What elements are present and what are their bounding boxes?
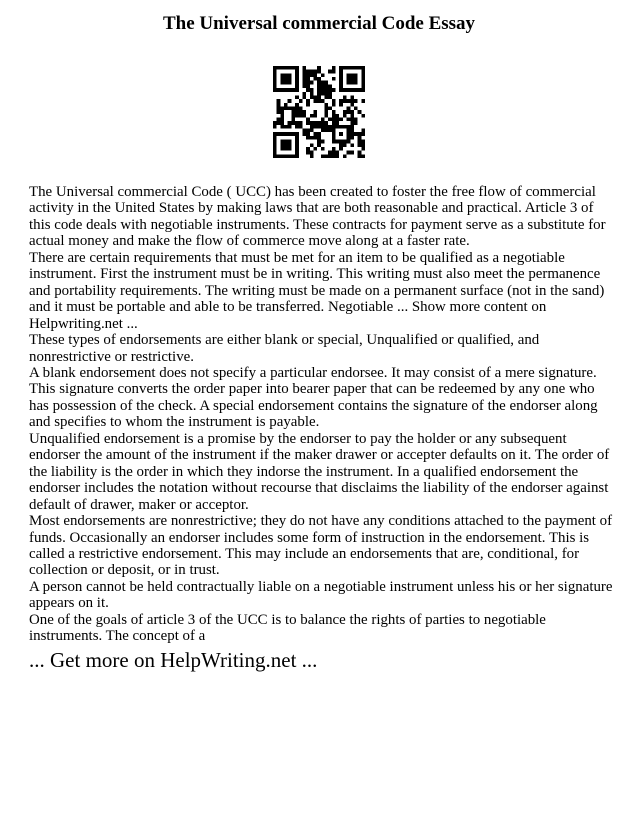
paragraph: A blank endorsement does not specify a particular endorsee. It may consist of a mere signature. This signature converts the order paper into bearer paper that can be redeemed by any one who has possession of the check. A special endorsement contains the signature of the endorser along and specifies to whom the instrument is payable. xyxy=(29,364,598,431)
qr-code-icon[interactable] xyxy=(273,66,365,158)
get-more-link[interactable]: ... Get more on HelpWriting.net ... xyxy=(29,648,318,672)
page-title: The Universal commercial Code Essay xyxy=(162,13,476,34)
paragraph: A person cannot be held contractually liable on a negotiable instrument unless his or her signature appears on it. xyxy=(29,578,613,612)
paragraph: One of the goals of article 3 of the UCC is to balance the rights of parties to negotiable instruments. The concept of a xyxy=(29,611,546,645)
paragraph: There are certain requirements that must be met for an item to be qualified as a negotiable instrument. First the instrument must be in writing. This writing must also meet the permanence and portability requirements. The writing must be made on a permanent surface (not in the sand) and it must be portable and able to be transferred. Negotiable ... Show more content on Helpwriting.net ... xyxy=(29,249,605,332)
paragraph: Most endorsements are nonrestrictive; they do not have any conditions attached to the payment of funds. Occasionally an endorser includes some form of instruction in the endorsement. This is called a restrictive endorsement. This may include an endorsements that are, conditional, for collection or deposit, or in trust. xyxy=(29,513,613,579)
paragraph: Unqualified endorsement is a promise by the endorser to pay the holder or any subsequent endorser the amount of the instrument if the maker drawer or accepter defaults on it. The order of the liability is the order in which they indorse the instrument. In a qualified endorsement the endorser includes the notation without recourse that disclaims the liability of the endorser against default of drawer, maker or acceptor. xyxy=(29,430,610,513)
paragraph: The Universal commercial Code ( UCC) has been created to foster the free flow of commercial activity in the United States by making laws that are both reasonable and practical. Article 3 of this code deals with negotiable instruments. These contracts for payment serve as a substitute for actual money and make the flow of commerce move along at a faster rate. xyxy=(29,184,606,250)
essay-body xyxy=(29,184,614,645)
paragraph: These types of endorsements are either blank or special, Unqualified or qualified, and nonrestrictive or restrictive. xyxy=(29,332,540,365)
